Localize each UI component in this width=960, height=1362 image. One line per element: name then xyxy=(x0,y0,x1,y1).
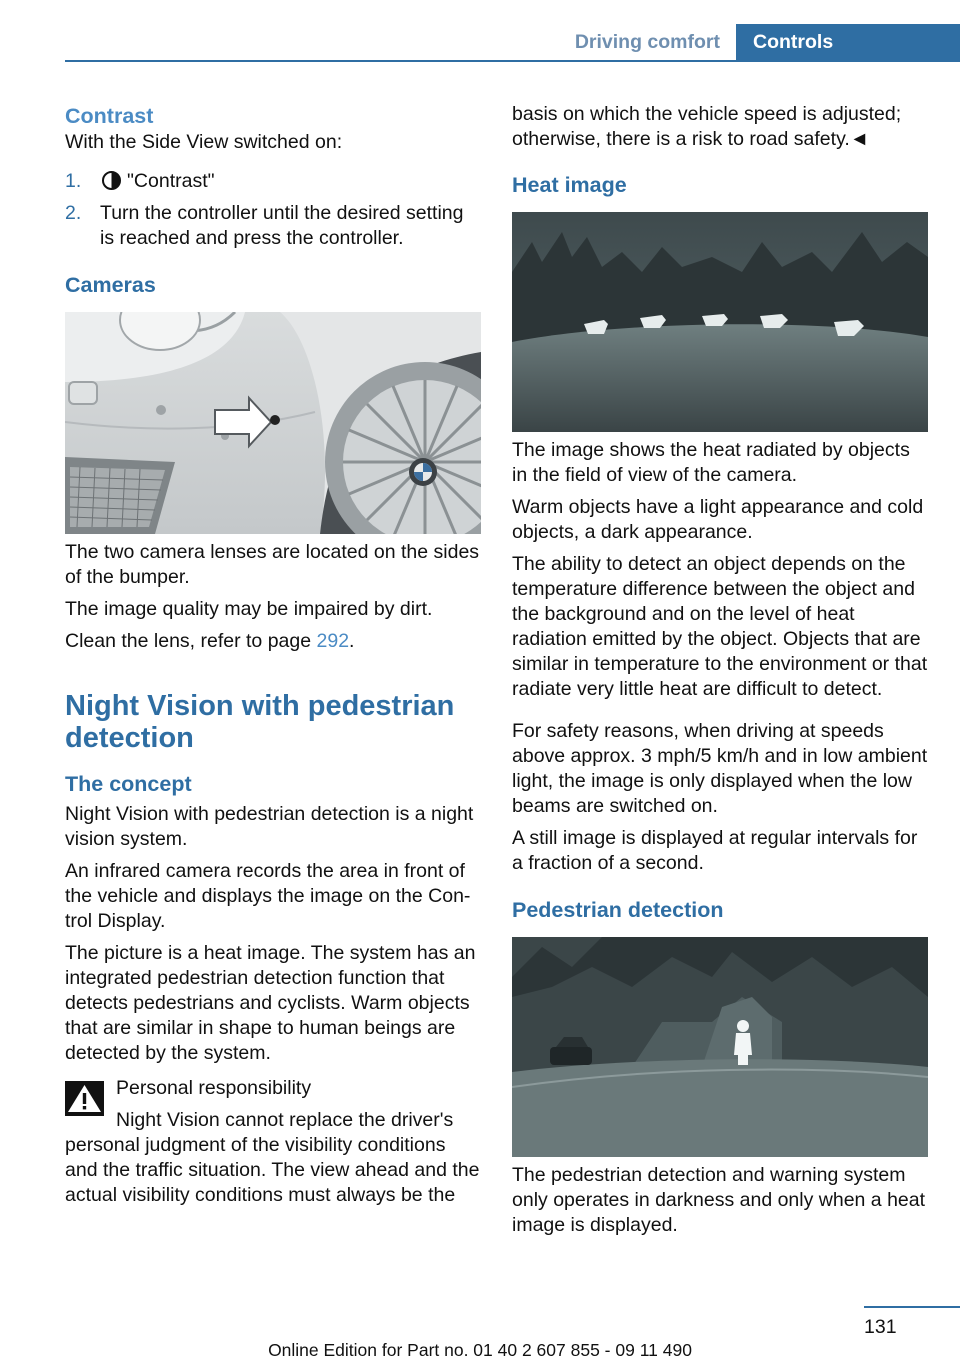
footer-rule xyxy=(864,1306,960,1308)
step-text: "Contrast" xyxy=(127,170,215,192)
concept-p1: Night Vision with pedestrian detection is a night vision system. xyxy=(65,803,474,850)
step-number: 1. xyxy=(65,170,82,192)
warning-p2: personal judgment of the visibility conditions and the traffic situation. The view ahead and the actual visibility conditions must always be the xyxy=(65,1134,480,1206)
contrast-intro: With the Side View switched on: xyxy=(65,131,343,153)
heat-image-photo xyxy=(512,212,928,432)
concept-p3: The picture is a heat image. The system has an integrated pedestrian detection function that detects pedestrians and cyclists. Warm objects that are similar in shape to human beings are detected by the system. xyxy=(65,942,476,1064)
header-chapter-tab: Controls xyxy=(736,24,960,62)
page-292-link[interactable]: 292 xyxy=(316,630,350,652)
cameras-p2: The image quality may be impaired by dirt. xyxy=(65,598,433,620)
heat-p3: The ability to detect an object depends on the temperature difference between the object and the background and on the level of heat radiation emitted by the object. Objects that are similar in temperature to the environment or that radiate very little heat are difficult to detect. xyxy=(512,553,928,700)
step-1 xyxy=(65,169,481,194)
cameras-p1: The two camera lenses are located on the sides of the bumper. xyxy=(65,541,480,588)
bumper-illustration xyxy=(65,312,481,534)
page-header xyxy=(0,0,960,62)
cameras-title: Cameras xyxy=(65,273,156,297)
header-rule xyxy=(65,60,960,62)
step-2 xyxy=(65,201,481,251)
contrast-title: Contrast xyxy=(65,104,154,128)
pedestrian-detection-title: Pedestrian detection xyxy=(512,898,724,922)
step-number: 2. xyxy=(65,202,82,224)
right-column xyxy=(512,102,928,1238)
heat-p2: Warm objects have a light appearance and cold objects, a dark appearance. xyxy=(512,496,924,543)
heat-p4: For safety reasons, when driving at speeds above approx. 3 mph/5 km/h and in low ambient light, the image is only displayed when the low beams are switched on. xyxy=(512,720,928,817)
heat-p1: The image shows the heat radiated by objects in the field of view of the camera. xyxy=(512,439,910,486)
night-vision-title: Night Vision with pedestrian detection xyxy=(65,690,455,754)
warning-title: Personal responsibility xyxy=(116,1077,312,1099)
pedestrian-p1: The pedestrian detection and warning system only operates in darkness and only when a heat image is displayed. xyxy=(512,1164,926,1236)
warning-block xyxy=(65,1076,481,1208)
heat-image-illustration xyxy=(512,212,928,432)
concept-p2: An infrared camera records the area in front of the vehicle and displays the image on the Con‐trol Display. xyxy=(65,860,471,932)
cameras-p3 xyxy=(65,629,481,654)
left-column xyxy=(65,102,481,1215)
warning-p1: Night Vision cannot replace the driver's xyxy=(116,1109,454,1131)
cameras-p3-prefix: Clean the lens, refer to page xyxy=(65,630,317,652)
continued-paragraph: basis on which the vehicle speed is adjusted; otherwise, there is a risk to road safety.◄ xyxy=(512,103,902,150)
pedestrian-illustration xyxy=(512,937,928,1157)
page-footer xyxy=(0,1300,960,1362)
contrast-icon xyxy=(102,171,121,190)
warning-icon xyxy=(65,1081,104,1116)
heat-image-title: Heat image xyxy=(512,173,627,197)
contrast-steps xyxy=(65,169,481,251)
heat-p5: A still image is displayed at regular intervals for a fraction of a second. xyxy=(512,827,918,874)
edition-note: Online Edition for Part no. 01 40 2 607 855 - 09 11 490 xyxy=(268,1340,692,1360)
pedestrian-detection-photo xyxy=(512,937,928,1157)
concept-title: The concept xyxy=(65,772,192,796)
camera-location-image xyxy=(65,312,481,534)
page-number: 131 xyxy=(864,1316,897,1338)
cameras-p3-suffix: . xyxy=(349,630,355,652)
header-section-title: Driving comfort xyxy=(574,31,720,53)
step-text: Turn the controller until the desired setting is reached and press the controller. xyxy=(100,202,464,249)
